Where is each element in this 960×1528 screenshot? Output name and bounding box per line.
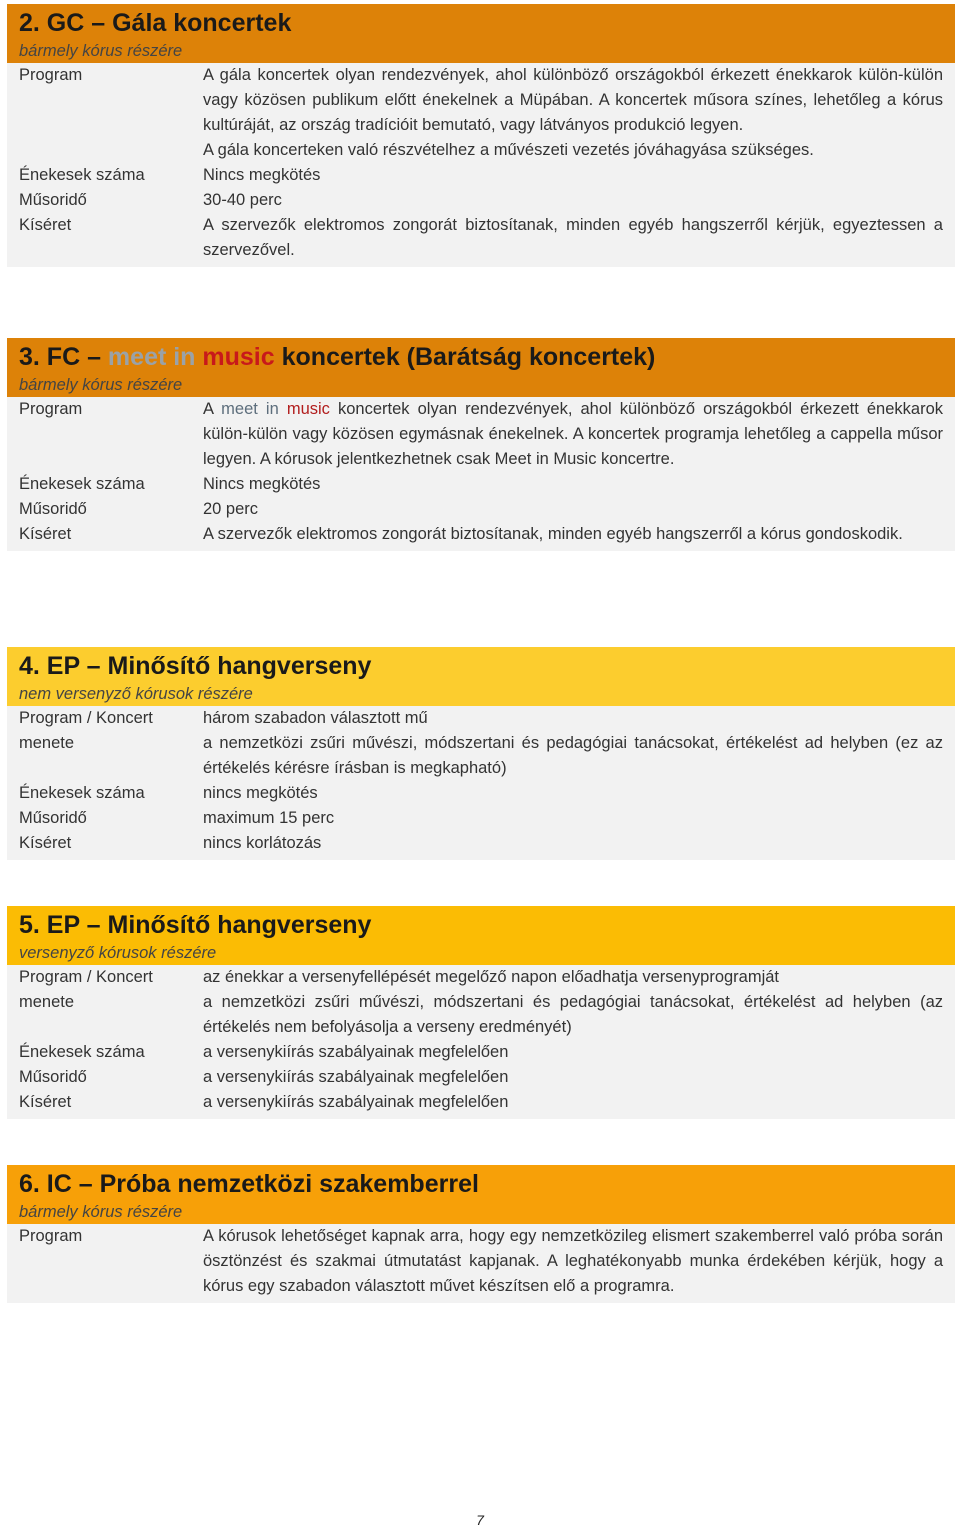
title-meet-in: meet in (100, 343, 203, 371)
section-international-rehearsal (7, 1165, 955, 1303)
row-value: maximum 15 perc (203, 809, 335, 827)
row-program (19, 63, 943, 138)
row-value (203, 397, 943, 472)
row-value: a versenykiírás szabályainak megfelelően (203, 1093, 509, 1111)
row-program (19, 397, 943, 472)
program-text-rest: koncertek olyan rendezvények, ahol különböző országokból érkezett énekkarok külön-külön vagy közösen egymásnak énekelnek. A koncertek programja lehetőleg a cappella műsor legyen. A kórusok jelentkezhetnek csak Meet in Music koncertre. (203, 400, 943, 468)
section-title: 4. EP – Minősítő hangverseny (19, 652, 372, 680)
row-label: Kíséret (19, 525, 72, 543)
row-duration (19, 188, 943, 213)
row-label: Műsoridő (19, 191, 87, 209)
section-header (7, 647, 955, 706)
row-label: Program / Koncert (19, 968, 153, 986)
section-header (7, 1165, 955, 1224)
row-duration (19, 497, 943, 522)
row-label: Énekesek száma (19, 475, 145, 493)
section-friendship (7, 338, 955, 551)
row-label: Kíséret (19, 1093, 72, 1111)
section-title: 2. GC – Gála koncertek (19, 9, 292, 37)
row-singers (19, 163, 943, 188)
row-label (19, 138, 203, 163)
row-value: A gála koncerteken való részvételhez a művészeti vezetés jóváhagyása szükséges. (203, 141, 814, 159)
row-value: a versenykiírás szabályainak megfelelően (203, 1043, 509, 1061)
row-value: A szervezők elektromos zongorát biztosítanak, minden egyéb hangszerről kérjük, egyeztessen a szervezővel. (203, 216, 943, 259)
section-body (7, 706, 955, 860)
row-program (19, 706, 943, 731)
section-ep-noncompetitive (7, 647, 955, 860)
section-body (7, 63, 955, 267)
row-value: 20 perc (203, 500, 259, 518)
row-program (19, 1224, 943, 1299)
row-duration (19, 806, 943, 831)
section-subtitle: bármely kórus részére (19, 42, 183, 60)
row-value: nincs korlátozás (203, 834, 322, 852)
row-accompaniment (19, 1090, 943, 1115)
program-music: music (286, 400, 330, 418)
section-body (7, 397, 955, 551)
section-header (7, 4, 955, 63)
row-label: Műsoridő (19, 1068, 87, 1086)
row-singers (19, 1040, 943, 1065)
row-value: a versenykiírás szabályainak megfelelően (203, 1068, 509, 1086)
row-program-cont (19, 731, 943, 781)
row-value: a nemzetközi zsűri művészi, módszertani és pedagógiai tanácsokat, értékelést ad helyben (az értékelés nem befolyásolja a verseny eredményét) (203, 993, 943, 1036)
program-meet-in: meet in (221, 400, 287, 418)
row-value: A gála koncertek olyan rendezvények, ahol különböző országokból érkezett énekkarok külön-külön vagy közösen publikum előtt énekelnek a Müpában. A koncertek műsora színes, lehetőleg a kórus kultúráját, az ország tradícióit bemutató, vagy látványos produkció legyen. (203, 66, 943, 134)
title-suffix: koncertek (Barátság koncertek) (274, 343, 656, 371)
row-label: Műsoridő (19, 809, 87, 827)
row-program-cont (19, 990, 943, 1040)
section-title (19, 340, 943, 374)
row-value: három szabadon választott mű (203, 709, 428, 727)
row-duration (19, 1065, 943, 1090)
section-body (7, 1224, 955, 1303)
row-label: Kíséret (19, 216, 72, 234)
title-music: music (202, 343, 275, 371)
section-subtitle: versenyző kórusok részére (19, 944, 217, 962)
row-singers (19, 781, 943, 806)
row-note (19, 138, 943, 163)
row-value: Nincs megkötés (203, 166, 321, 184)
row-label: Énekesek száma (19, 166, 145, 184)
row-value: Nincs megkötés (203, 475, 321, 493)
page-number: 7 (476, 1512, 484, 1528)
section-gala (7, 4, 955, 267)
row-label: menete (19, 734, 75, 752)
row-label: Kíséret (19, 834, 72, 852)
section-header (7, 338, 955, 397)
section-ep-competitive (7, 906, 955, 1119)
row-label: Énekesek száma (19, 784, 145, 802)
row-value: A szervezők elektromos zongorát biztosítanak, minden egyéb hangszerről a kórus gondoskodik. (203, 525, 903, 543)
section-subtitle: nem versenyző kórusok részére (19, 685, 253, 703)
section-title: 6. IC – Próba nemzetközi szakemberrel (19, 1170, 479, 1198)
row-value: 30-40 perc (203, 191, 282, 209)
row-singers (19, 472, 943, 497)
title-prefix: 3. FC – (19, 343, 101, 371)
section-title: 5. EP – Minősítő hangverseny (19, 911, 372, 939)
section-body (7, 965, 955, 1119)
row-program (19, 965, 943, 990)
row-label: Program (19, 400, 83, 418)
row-accompaniment (19, 522, 943, 547)
row-label: Program (19, 1227, 83, 1245)
section-subtitle: bármely kórus részére (19, 376, 183, 394)
row-label: Program (19, 66, 83, 84)
program-text-a: A (203, 400, 222, 418)
section-header (7, 906, 955, 965)
row-value: az énekkar a versenyfellépését megelőző napon előadhatja versenyprogramját (203, 968, 780, 986)
row-label: Énekesek száma (19, 1043, 145, 1061)
row-label: menete (19, 993, 75, 1011)
row-accompaniment (19, 213, 943, 263)
section-subtitle: bármely kórus részére (19, 1203, 183, 1221)
row-accompaniment (19, 831, 943, 856)
row-value: a nemzetközi zsűri művészi, módszertani és pedagógiai tanácsokat, értékelést ad helyben (ez az értékelés kérésre írásban is megkapható) (203, 734, 943, 777)
row-label: Műsoridő (19, 500, 87, 518)
row-value: A kórusok lehetőséget kapnak arra, hogy egy nemzetközileg elismert szakemberrel való próba során ösztönzést és szakmai útmutatást kapjanak. A leghatékonyabb munka érdekében kérjük, hogy a kórus egy szabadon választott művet készítsen elő a programra. (203, 1227, 943, 1295)
row-label: Program / Koncert (19, 709, 153, 727)
row-value: nincs megkötés (203, 784, 318, 802)
